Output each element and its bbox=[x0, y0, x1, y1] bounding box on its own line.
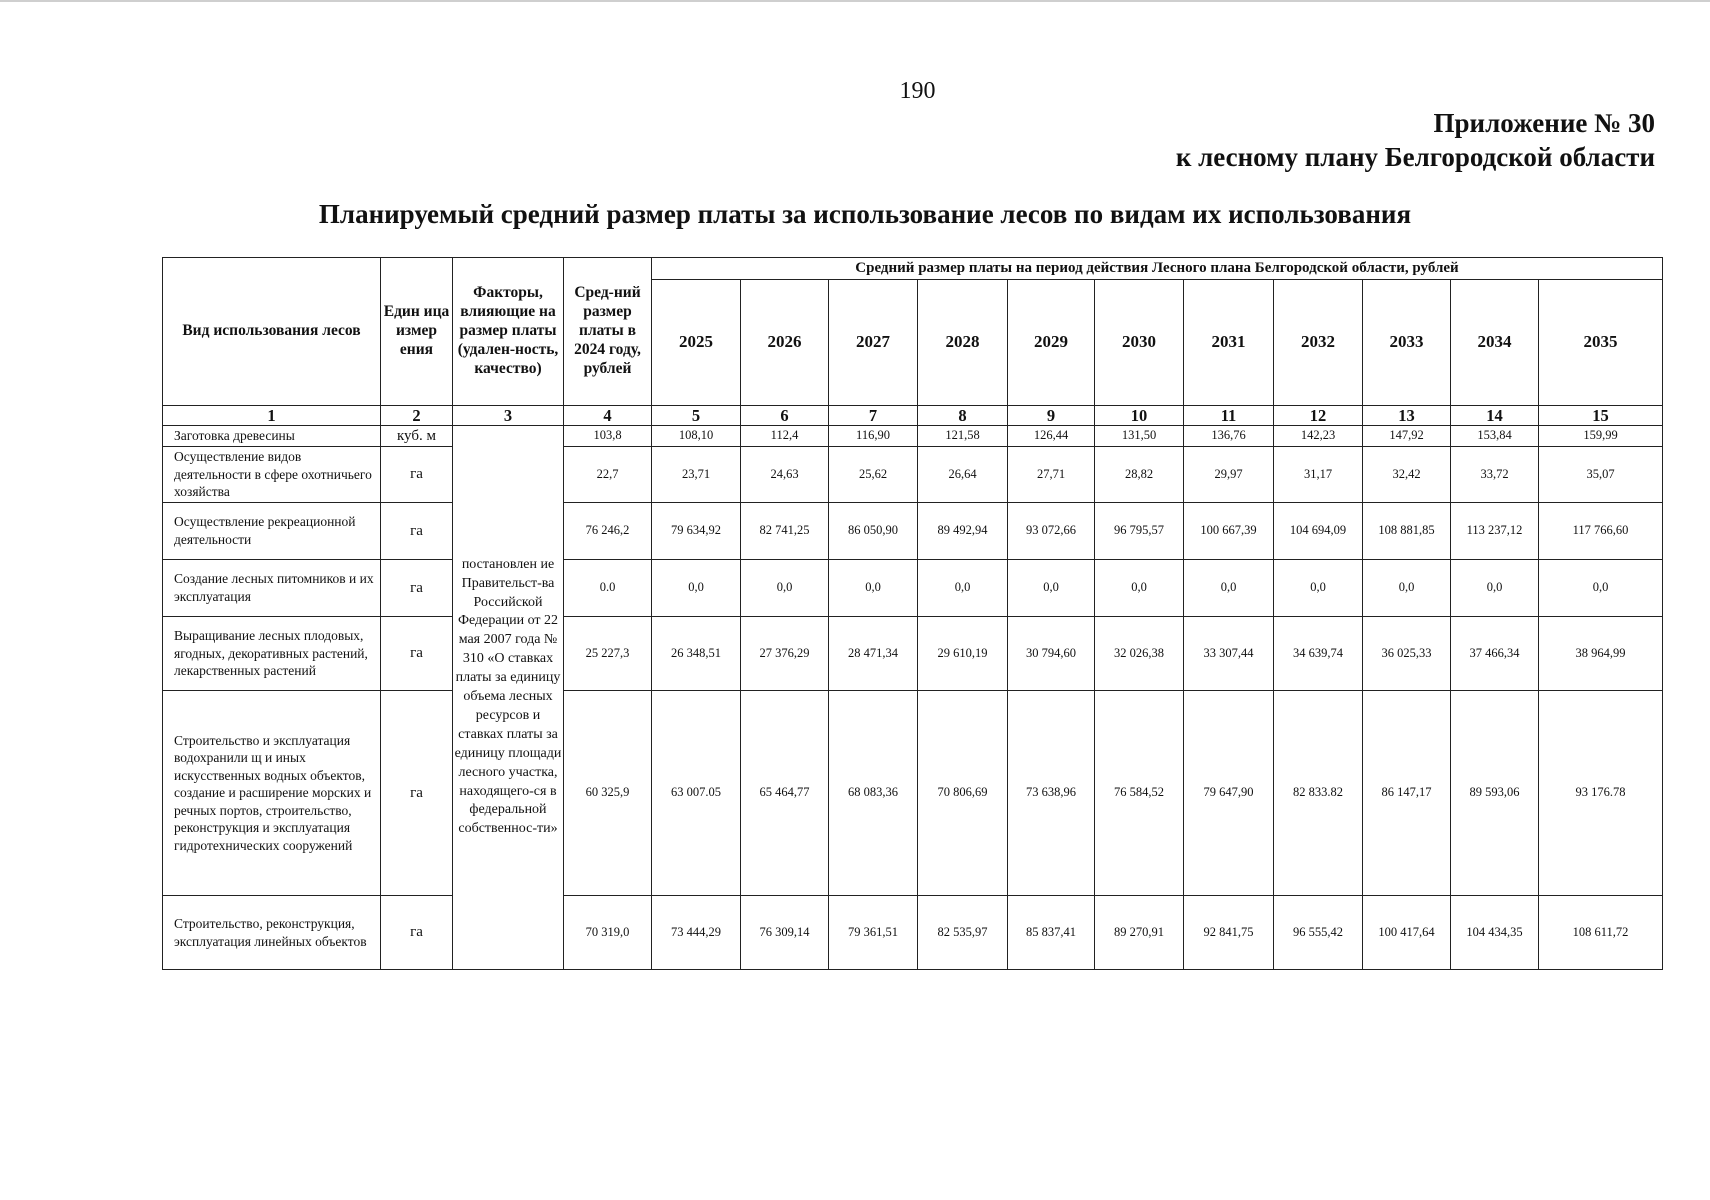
header-year: 2030 bbox=[1095, 280, 1184, 406]
cell-value: 26,64 bbox=[918, 447, 1008, 503]
cell-value: 142,23 bbox=[1274, 426, 1363, 447]
table-row bbox=[163, 560, 1663, 617]
cell-value: 0,0 bbox=[829, 560, 918, 617]
cell-value: 108,10 bbox=[652, 426, 741, 447]
column-number: 2 bbox=[381, 406, 453, 426]
cell-value: 73 444,29 bbox=[652, 896, 741, 970]
header-kind: Вид использования лесов bbox=[163, 258, 381, 406]
cell-value: 70 319,0 bbox=[564, 896, 652, 970]
cell-value: 31,17 bbox=[1274, 447, 1363, 503]
header-factors: Факторы, влияющие на размер платы (удален-ность, качество) bbox=[453, 258, 564, 406]
column-number: 15 bbox=[1539, 406, 1663, 426]
header-year: 2034 bbox=[1451, 280, 1539, 406]
cell-value: 147,92 bbox=[1363, 426, 1451, 447]
cell-unit: га bbox=[381, 447, 453, 503]
cell-value: 33,72 bbox=[1451, 447, 1539, 503]
cell-value: 89 593,06 bbox=[1451, 691, 1539, 896]
cell-value: 28 471,34 bbox=[829, 617, 918, 691]
cell-value: 0,0 bbox=[741, 560, 829, 617]
cell-value: 0,0 bbox=[918, 560, 1008, 617]
cell-value: 159,99 bbox=[1539, 426, 1663, 447]
cell-value: 0,0 bbox=[1451, 560, 1539, 617]
table-row bbox=[163, 447, 1663, 503]
cell-value: 85 837,41 bbox=[1008, 896, 1095, 970]
cell-value: 32 026,38 bbox=[1095, 617, 1184, 691]
cell-value: 96 795,57 bbox=[1095, 503, 1184, 560]
cell-value: 112,4 bbox=[741, 426, 829, 447]
cell-kind: Заготовка древесины bbox=[163, 426, 381, 447]
cell-value: 33 307,44 bbox=[1184, 617, 1274, 691]
cell-value: 0,0 bbox=[1274, 560, 1363, 617]
cell-value: 86 050,90 bbox=[829, 503, 918, 560]
cell-value: 108 611,72 bbox=[1539, 896, 1663, 970]
cell-value: 22,7 bbox=[564, 447, 652, 503]
cell-value: 0,0 bbox=[652, 560, 741, 617]
cell-value: 30 794,60 bbox=[1008, 617, 1095, 691]
cell-value: 86 147,17 bbox=[1363, 691, 1451, 896]
cell-unit: куб. м bbox=[381, 426, 453, 447]
cell-value: 79 647,90 bbox=[1184, 691, 1274, 896]
cell-value: 37 466,34 bbox=[1451, 617, 1539, 691]
cell-value: 100 667,39 bbox=[1184, 503, 1274, 560]
cell-value: 79 634,92 bbox=[652, 503, 741, 560]
column-number: 13 bbox=[1363, 406, 1451, 426]
column-number: 11 bbox=[1184, 406, 1274, 426]
column-number: 8 bbox=[918, 406, 1008, 426]
cell-value: 27,71 bbox=[1008, 447, 1095, 503]
header-year: 2028 bbox=[918, 280, 1008, 406]
column-number: 5 bbox=[652, 406, 741, 426]
cell-kind: Осуществление рекреационной деятельности bbox=[163, 503, 381, 560]
table-row bbox=[163, 503, 1663, 560]
cell-value: 117 766,60 bbox=[1539, 503, 1663, 560]
header-year: 2025 bbox=[652, 280, 741, 406]
cell-value: 96 555,42 bbox=[1274, 896, 1363, 970]
cell-value: 76 309,14 bbox=[741, 896, 829, 970]
cell-kind: Выращивание лесных плодовых, ягодных, декоративных растений, лекарственных растений bbox=[163, 617, 381, 691]
cell-value: 82 833.82 bbox=[1274, 691, 1363, 896]
appendix-heading bbox=[1176, 106, 1655, 174]
document-title: Планируемый средний размер платы за использование лесов по видам их использования bbox=[318, 199, 1412, 229]
cell-value: 29 610,19 bbox=[918, 617, 1008, 691]
column-number: 1 bbox=[163, 406, 381, 426]
cell-value: 0,0 bbox=[1539, 560, 1663, 617]
cell-value: 68 083,36 bbox=[829, 691, 918, 896]
cell-value: 0,0 bbox=[1008, 560, 1095, 617]
cell-value: 65 464,77 bbox=[741, 691, 829, 896]
header-year: 2029 bbox=[1008, 280, 1095, 406]
cell-value: 24,63 bbox=[741, 447, 829, 503]
table-row bbox=[163, 426, 1663, 447]
payment-table bbox=[162, 257, 1663, 970]
cell-value: 76 246,2 bbox=[564, 503, 652, 560]
cell-value: 0,0 bbox=[1363, 560, 1451, 617]
table-row bbox=[163, 691, 1663, 896]
cell-value: 89 492,94 bbox=[918, 503, 1008, 560]
cell-value: 113 237,12 bbox=[1451, 503, 1539, 560]
header-year: 2032 bbox=[1274, 280, 1363, 406]
cell-value: 27 376,29 bbox=[741, 617, 829, 691]
header-avg-2024: Сред-ний размер платы в 2024 году, рублей bbox=[564, 258, 652, 406]
cell-value: 73 638,96 bbox=[1008, 691, 1095, 896]
cell-value: 76 584,52 bbox=[1095, 691, 1184, 896]
cell-value: 131,50 bbox=[1095, 426, 1184, 447]
table-row bbox=[163, 896, 1663, 970]
cell-unit: га bbox=[381, 560, 453, 617]
header-year: 2033 bbox=[1363, 280, 1451, 406]
cell-value: 104 434,35 bbox=[1451, 896, 1539, 970]
cell-value: 63 007.05 bbox=[652, 691, 741, 896]
cell-value: 35,07 bbox=[1539, 447, 1663, 503]
cell-value: 0.0 bbox=[564, 560, 652, 617]
cell-value: 126,44 bbox=[1008, 426, 1095, 447]
column-number: 3 bbox=[453, 406, 564, 426]
header-period: Средний размер платы на период действия Лесного плана Белгородской области, рублей bbox=[652, 258, 1663, 280]
column-number: 14 bbox=[1451, 406, 1539, 426]
cell-value: 26 348,51 bbox=[652, 617, 741, 691]
column-number: 7 bbox=[829, 406, 918, 426]
cell-value: 121,58 bbox=[918, 426, 1008, 447]
cell-value: 0,0 bbox=[1095, 560, 1184, 617]
cell-value: 60 325,9 bbox=[564, 691, 652, 896]
cell-value: 93 176.78 bbox=[1539, 691, 1663, 896]
header-year: 2035 bbox=[1539, 280, 1663, 406]
cell-value: 108 881,85 bbox=[1363, 503, 1451, 560]
cell-value: 25,62 bbox=[829, 447, 918, 503]
cell-unit: га bbox=[381, 617, 453, 691]
appendix-reference: к лесному плану Белгородской области bbox=[1175, 142, 1655, 172]
cell-value: 89 270,91 bbox=[1095, 896, 1184, 970]
cell-kind: Создание лесных питомников и их эксплуатация bbox=[163, 560, 381, 617]
appendix-number: Приложение № 30 bbox=[1433, 108, 1655, 138]
cell-value: 136,76 bbox=[1184, 426, 1274, 447]
cell-value: 100 417,64 bbox=[1363, 896, 1451, 970]
cell-value: 36 025,33 bbox=[1363, 617, 1451, 691]
column-number: 6 bbox=[741, 406, 829, 426]
cell-value: 23,71 bbox=[652, 447, 741, 503]
cell-unit: га bbox=[381, 691, 453, 896]
table-row bbox=[163, 617, 1663, 691]
cell-value: 34 639,74 bbox=[1274, 617, 1363, 691]
cell-value: 82 741,25 bbox=[741, 503, 829, 560]
header-year: 2031 bbox=[1184, 280, 1274, 406]
cell-value: 0,0 bbox=[1184, 560, 1274, 617]
cell-kind: Строительство, реконструкция, эксплуатация линейных объектов bbox=[163, 896, 381, 970]
cell-value: 92 841,75 bbox=[1184, 896, 1274, 970]
cell-value: 32,42 bbox=[1363, 447, 1451, 503]
page-top-edge bbox=[0, 0, 1710, 2]
cell-value: 28,82 bbox=[1095, 447, 1184, 503]
column-number: 10 bbox=[1095, 406, 1184, 426]
cell-factors: постановлен ие Правительст-ва Российской Федерации от 22 мая 2007 года № 310 «О ставках платы за единицу объема лесных ресурсов и ставках платы за единицу площади лесного участка, находящего-ся в федеральной собственнос-ти» bbox=[453, 426, 564, 970]
header-year: 2027 bbox=[829, 280, 918, 406]
column-number: 9 bbox=[1008, 406, 1095, 426]
cell-value: 116,90 bbox=[829, 426, 918, 447]
cell-value: 93 072,66 bbox=[1008, 503, 1095, 560]
column-number: 4 bbox=[564, 406, 652, 426]
cell-kind: Строительство и эксплуатация водохранили щ и иных искусственных водных объектов, создание и расширение морских и речных портов, строительство, реконструкция и эксплуатация гидротехнических сооружений bbox=[163, 691, 381, 896]
cell-unit: га bbox=[381, 503, 453, 560]
cell-value: 38 964,99 bbox=[1539, 617, 1663, 691]
header-year: 2026 bbox=[741, 280, 829, 406]
page-number: 190 bbox=[899, 78, 936, 104]
cell-value: 82 535,97 bbox=[918, 896, 1008, 970]
cell-value: 104 694,09 bbox=[1274, 503, 1363, 560]
cell-kind: Осуществление видов деятельности в сфере охотничьего хозяйства bbox=[163, 447, 381, 503]
cell-value: 103,8 bbox=[564, 426, 652, 447]
cell-value: 153,84 bbox=[1451, 426, 1539, 447]
header-unit: Един ица измер ения bbox=[381, 258, 453, 406]
cell-value: 29,97 bbox=[1184, 447, 1274, 503]
cell-value: 79 361,51 bbox=[829, 896, 918, 970]
column-number: 12 bbox=[1274, 406, 1363, 426]
cell-value: 25 227,3 bbox=[564, 617, 652, 691]
cell-unit: га bbox=[381, 896, 453, 970]
cell-value: 70 806,69 bbox=[918, 691, 1008, 896]
